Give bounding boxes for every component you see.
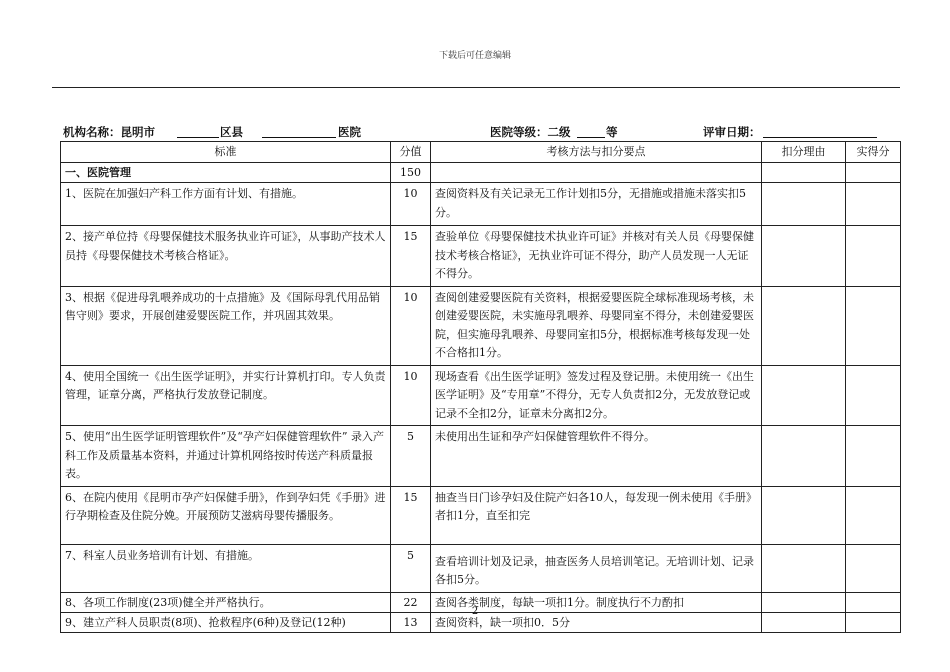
row-method: 现场查看《出生医学证明》签发过程及登记册。未使用统一《出生医学证明》及“专用章”不得分，无专人负责扣2分，无发放登记或记录不全扣2分，证章未分离扣2分。 (431, 365, 762, 426)
row-method: 查阅各类制度，每缺一项扣1分。制度执行不力酌扣 (431, 592, 762, 612)
row-standard: 7、科室人员业务培训有计划、有措施。 (61, 544, 391, 592)
row-standard: 8、各项工作制度(23项)健全并严格执行。 (61, 592, 391, 612)
table-header-row (61, 142, 901, 163)
row-standard: 5、使用“出生医学证明管理软件”及“孕产妇保健管理软件” 录入产科工作及质量基本资料，并通过计算机网络按时传送产科质量报表。 (61, 426, 391, 487)
row-reason-cell (762, 544, 846, 592)
table-row (61, 365, 901, 426)
table-row (61, 183, 901, 226)
district-suffix: 区县 (220, 125, 243, 139)
row-score: 15 (391, 486, 431, 544)
row-score: 5 (391, 544, 431, 592)
hospital-blank (262, 124, 336, 138)
table-row (61, 426, 901, 487)
section-actual-cell (846, 163, 901, 183)
row-reason-cell (762, 365, 846, 426)
row-method: 抽查当日门诊孕妇及住院产妇各10人，每发现一例未使用《手册》者扣1分，直至扣完 (431, 486, 762, 544)
row-score: 15 (391, 226, 431, 287)
row-score: 10 (391, 286, 431, 365)
table-row (61, 226, 901, 287)
row-actual-cell (846, 226, 901, 287)
page-number: 2 (471, 606, 479, 617)
row-reason-cell (762, 486, 846, 544)
header-actual-score: 实得分 (846, 142, 901, 163)
row-reason-cell (762, 183, 846, 226)
row-score: 22 (391, 592, 431, 612)
header-deduction-reason: 扣分理由 (762, 142, 846, 163)
row-score: 10 (391, 365, 431, 426)
section-row (61, 163, 901, 183)
section-score: 150 (391, 163, 431, 183)
review-date-blank (763, 124, 877, 138)
row-reason-cell (762, 426, 846, 487)
row-standard: 2、接产单位持《母婴保健技术服务执业许可证》，从事助产技术人员持《母婴保健技术考核合格证》。 (61, 226, 391, 287)
evaluation-table (60, 141, 901, 633)
org-label: 机构名称：昆明市 (63, 125, 155, 139)
row-method: 查阅资料及有关记录无工作计划扣5分，无措施或措施未落实扣5分。 (431, 183, 762, 226)
row-standard: 1、医院在加强妇产科工作方面有计划、有措施。 (61, 183, 391, 226)
header-standard: 标准 (61, 142, 391, 163)
row-actual-cell (846, 365, 901, 426)
section-title: 一、医院管理 (61, 163, 391, 183)
level-blank (577, 124, 605, 138)
row-actual-cell (846, 183, 901, 226)
row-method: 查看培训计划及记录，抽查医务人员培训笔记。无培训计划、记录各扣5分。 (431, 544, 762, 592)
header-note: 下载后可任意编辑 (438, 51, 511, 61)
level-suffix: 等 (606, 125, 618, 139)
district-blank (177, 124, 219, 138)
row-method: 查阅创建爱婴医院有关资料，根据爱婴医院全球标准现场考核，未创建爱婴医院，未实施母乳喂养、母婴同室不得分，未创建爱婴医院，但实施母乳喂养、母婴同室扣5分，根据标准考核每发现一处不合格扣1分。 (431, 286, 762, 365)
row-standard: 4、使用全国统一《出生医学证明》，并实行计算机打印。专人负责管理，证章分离，严格执行发放登记制度。 (61, 365, 391, 426)
row-method: 未使用出生证和孕产妇保健管理软件不得分。 (431, 426, 762, 487)
hospital-suffix: 医院 (338, 125, 361, 139)
row-method: 查验单位《母婴保健技术执业许可证》并核对有关人员《母婴保健技术考核合格证》，无执业许可证不得分，助产人员发现一人无证不得分。 (431, 226, 762, 287)
level-label: 医院等级：二级 (490, 125, 571, 139)
header-rule (52, 87, 900, 88)
table-row (61, 286, 901, 365)
row-standard: 6、在院内使用《昆明市孕产妇保健手册》，作到孕妇凭《手册》进行孕期检查及住院分娩。开展预防艾滋病母婴传播服务。 (61, 486, 391, 544)
table-row (61, 486, 901, 544)
row-score: 10 (391, 183, 431, 226)
row-method: 查阅资料，缺一项扣0．5分 (431, 612, 762, 632)
row-score: 13 (391, 612, 431, 632)
row-actual-cell (846, 544, 901, 592)
row-actual-cell (846, 486, 901, 544)
row-reason-cell (762, 226, 846, 287)
row-standard: 3、根据《促进母乳喂养成功的十点措施》及《国际母乳代用品销售守则》要求，开展创建爱婴医院工作，并巩固其效果。 (61, 286, 391, 365)
row-standard: 9、建立产科人员职责(8项)、抢救程序(6种)及登记(12种) (61, 612, 391, 632)
row-actual-cell (846, 286, 901, 365)
row-reason-cell (762, 286, 846, 365)
header-score: 分值 (391, 142, 431, 163)
table-row (61, 544, 901, 592)
section-reason-cell (762, 163, 846, 183)
row-actual-cell (846, 426, 901, 487)
section-method-cell (431, 163, 762, 183)
row-score: 5 (391, 426, 431, 487)
info-line (63, 124, 903, 140)
review-date-label: 评审日期： (703, 125, 761, 139)
header-method: 考核方法与扣分要点 (431, 142, 762, 163)
